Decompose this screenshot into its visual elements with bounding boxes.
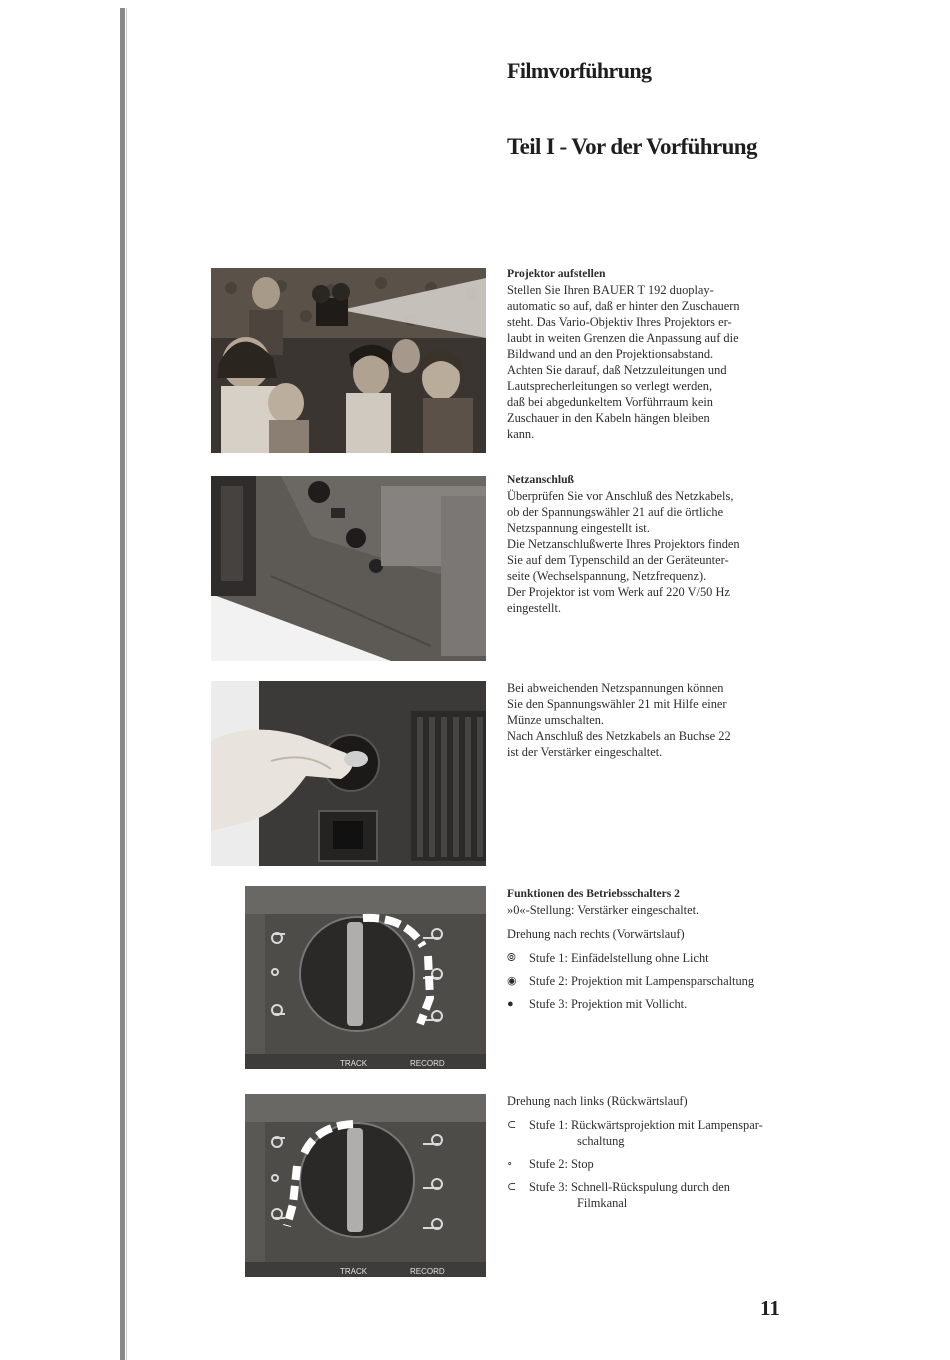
text-line: Bei abweichenden Netzspannungen können <box>507 681 724 695</box>
label-drehung-rechts: Drehung nach rechts (Vorwärtslauf) <box>507 927 685 941</box>
list-item: ∘ Stufe 2: Stop <box>507 1157 594 1171</box>
text-zero-position: »0«-Stellung: Verstärker eingeschaltet. <box>507 903 700 917</box>
list-item: ◉ Stufe 2: Projektion mit Lampensparschaltung <box>507 974 755 988</box>
text-line: automatic so auf, daß er hinter den Zuschauern <box>507 299 740 313</box>
section-title: Teil I - Vor der Vorführung <box>507 134 757 159</box>
heading-projektor-aufstellen: Projektor aufstellen <box>507 267 606 280</box>
page-number: 11 <box>760 1296 780 1320</box>
text-line: Überprüfen Sie vor Anschluß des Netzkabels, <box>507 489 734 503</box>
text-line: seite (Wechselspannung, Netzfrequenz). <box>507 569 707 583</box>
text-funktionen-links <box>507 1093 807 1211</box>
text-abweichende-netzspannung <box>507 680 807 760</box>
heading-funktionen-betriebsschalter: Funktionen des Betriebsschalters 2 <box>507 887 680 900</box>
page-title: Filmvorführung <box>507 58 652 83</box>
text-projektor-aufstellen <box>507 266 807 442</box>
text-line: Stellen Sie Ihren BAUER T 192 duoplay- <box>507 283 714 297</box>
text-line: ob der Spannungswähler 21 auf die örtliche <box>507 505 724 519</box>
track-label: TRACK <box>340 1267 368 1276</box>
page-binding-edge <box>120 8 125 1360</box>
text-line: ist der Verstärker eingeschaltet. <box>507 745 663 759</box>
text-netzanschluss <box>507 472 807 616</box>
text-line: Die Netzanschlußwerte Ihres Projektors finden <box>507 537 740 551</box>
record-label: RECORD <box>410 1267 445 1276</box>
stop-icon: ∘ <box>507 1158 513 1170</box>
text-line: daß bei abgedunkeltem Vorführraum kein <box>507 395 713 409</box>
text-funktionen-rechts <box>507 886 807 1012</box>
list-item: ⊂ Stufe 3: Schnell-Rückspulung durch den Filmkanal <box>507 1180 730 1210</box>
list-item: ● Stufe 3: Projektion mit Vollicht. <box>507 997 688 1011</box>
list-item: ⊂ Stufe 1: Rückwärtsprojektion mit Lampenspar- schaltung <box>507 1118 763 1148</box>
photo-projector-body <box>211 476 486 661</box>
photo-switch-knob-left <box>245 1094 486 1277</box>
text-line: laubt in weiten Grenzen die Anpassung auf die <box>507 331 739 345</box>
text-line: Münze umschalten. <box>507 713 605 727</box>
text-line: Zuschauer in den Kabeln hängen bleiben <box>507 411 710 425</box>
text-line: Der Projektor ist vom Werk auf 220 V/50 Hz <box>507 585 730 599</box>
heading-netzanschluss: Netzanschluß <box>507 473 574 486</box>
rewind-icon: ⊂ <box>507 1181 517 1193</box>
text-line: steht. Das Vario-Objektiv Ihres Projektors er- <box>507 315 732 329</box>
text-line: kann. <box>507 427 535 441</box>
text-line: Lautsprecherleitungen so verlegt werden, <box>507 379 713 393</box>
text-line: Achten Sie darauf, daß Netzzuleitungen und <box>507 363 727 377</box>
photo-switch-knob-right <box>245 886 486 1069</box>
text-line: Bildwand und an den Projektionsabstand. <box>507 347 714 361</box>
text-line: eingestellt. <box>507 601 562 615</box>
reverse-projection-icon: ⊂ <box>507 1119 517 1131</box>
lamp-save-icon: ◉ <box>507 975 517 987</box>
label-drehung-links: Drehung nach links (Rückwärtslauf) <box>507 1094 688 1108</box>
page-binding-shadow <box>126 8 127 1360</box>
text-line: Sie auf dem Typenschild an der Geräteunter- <box>507 553 729 567</box>
text-line: Nach Anschluß des Netzkabels an Buchse 22 <box>507 729 731 743</box>
record-label: RECORD <box>410 1059 445 1068</box>
photo-voltage-selector-coin <box>211 681 486 866</box>
threading-icon: ⦾ <box>507 952 516 964</box>
list-item: ⦾ Stufe 1: Einfädelstellung ohne Licht <box>507 951 709 965</box>
track-label: TRACK <box>340 1059 368 1068</box>
full-light-icon: ● <box>507 998 514 1010</box>
text-line: Sie den Spannungswähler 21 mit Hilfe einer <box>507 697 727 711</box>
photo-audience-projector <box>211 268 486 453</box>
text-line: Netzspannung eingestellt ist. <box>507 521 650 535</box>
